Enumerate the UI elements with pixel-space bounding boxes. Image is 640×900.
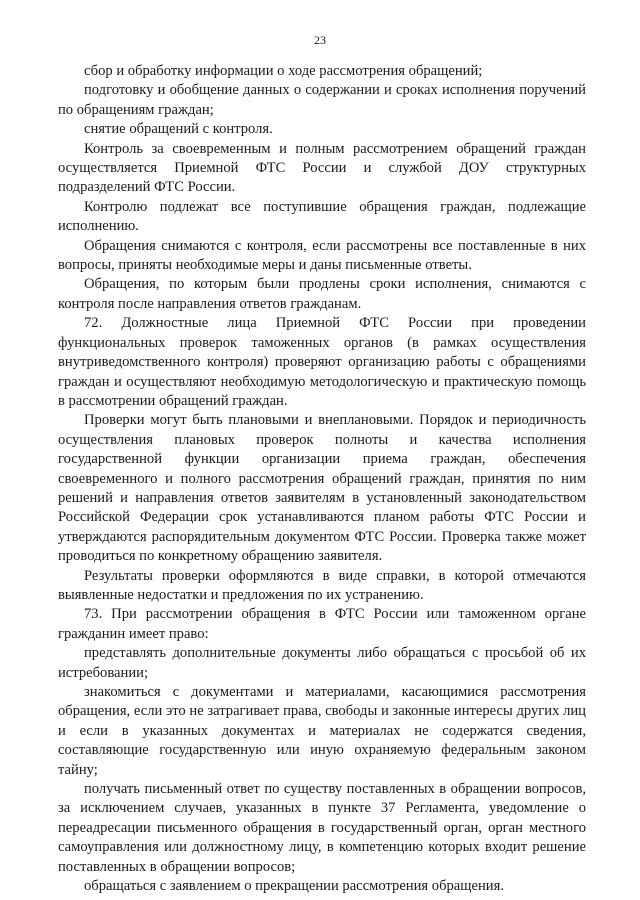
document-body bbox=[58, 62, 586, 896]
paragraph-15: обращаться с заявлением о прекращении рассмотрения обращения. bbox=[84, 878, 504, 895]
paragraph-2: подготовку и обобщение данных о содержании и сроках исполнения поручений по обращениям граждан; bbox=[58, 82, 586, 118]
paragraph-7: Обращения, по которым были продлены сроки исполнения, снимаются с контроля после направления ответов гражданам. bbox=[58, 276, 586, 312]
paragraph-4: Контроль за своевременным и полным рассмотрением обращений граждан осуществляется Приемной ФТС России и службой ДОУ структурных подразделений ФТС России. bbox=[58, 140, 586, 196]
paragraph-3: снятие обращений с контроля. bbox=[84, 121, 273, 138]
paragraph-11: 73. При рассмотрении обращения в ФТС России или таможенном органе гражданин имеет право: bbox=[58, 606, 586, 642]
paragraph-5: Контролю подлежат все поступившие обращения граждан, подлежащие исполнению. bbox=[58, 198, 586, 235]
paragraph-13: знакомиться с документами и материалами, касающимися рассмотрения обращения, если это не затрагивает права, свободы и законные интересы других лиц и если в указанных документах и материалах не содержатся сведения, составляющие государственную или иную охраняемую федеральным законом тайну; bbox=[58, 684, 586, 778]
paragraph-10: Результаты проверки оформляются в виде справки, в которой отмечаются выявленные недостатки и предложения по их устранению. bbox=[58, 567, 586, 603]
paragraph-1: сбор и обработку информации о ходе рассмотрения обращений; bbox=[84, 63, 483, 79]
paragraph-9: Проверки могут быть плановыми и внеплановыми. Порядок и периодичность осуществления плановых проверок полноты и качества исполнения государственной функции организации приема граждан, обеспечения своевременного и полного рассмотрения обращений граждан, принятия по ним решений и направления ответов заявителям в установленный законодательством Российской Федерации срок устанавливаются планом работы ФТС России и утверждаются распорядительным документом ФТС России. Проверка также может проводиться по конкретному обращению заявителя. bbox=[58, 412, 586, 565]
paragraph-8: 72. Должностные лица Приемной ФТС России при проведении функциональных проверок таможенных органов (в рамках осуществления внутриведомственного контроля) проверяют организацию работы с обращениями граждан и осуществляют необходимую методологическую и практическую помощь в рассмотрении обращений граждан. bbox=[58, 315, 586, 409]
paragraph-14: получать письменный ответ по существу поставленных в обращении вопросов, за исключением случаев, указанных в пункте 37 Регламента, уведомление о переадресации письменного обращения в государственный орган, орган местного самоуправления или должностному лицу, в компетенцию которых входит решение поставленных в обращении вопросов; bbox=[58, 781, 586, 875]
paragraph-12: представлять дополнительные документы либо обращаться с просьбой об их истребовании; bbox=[58, 645, 586, 681]
paragraph-6: Обращения снимаются с контроля, если рассмотрены все поставленные в них вопросы, приняты необходимые меры и даны письменные ответы. bbox=[58, 237, 586, 274]
page-number: 23 bbox=[314, 33, 326, 47]
